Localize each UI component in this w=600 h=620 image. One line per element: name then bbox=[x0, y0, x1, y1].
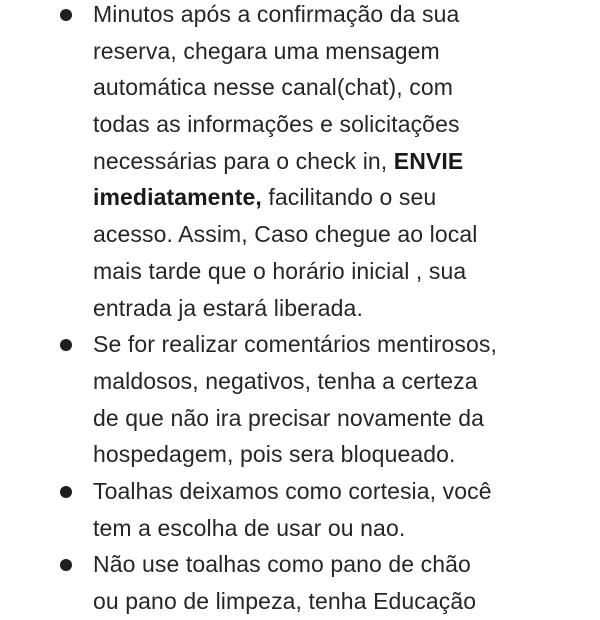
text-line: de que não ira precisar novamente da bbox=[93, 404, 485, 431]
text-bold-envie: ENVIE bbox=[393, 147, 464, 174]
text-line: ou pano de limpeza, tenha Educação bbox=[93, 588, 477, 614]
text-line: Não use toalhas como pano de chão bbox=[93, 551, 471, 578]
bullet-item-towels-usage bbox=[0, 546, 600, 619]
bullet-dot-icon bbox=[60, 9, 72, 21]
text-line: reserva, chegara uma mensagem bbox=[93, 37, 440, 64]
text-line: automática nesse canal(chat), com bbox=[93, 74, 453, 101]
bullet-item-towels-courtesy bbox=[0, 473, 600, 546]
text-line: hospedagem, pois sera bloqueado. bbox=[93, 441, 456, 468]
text-line: tem a escolha de usar ou nao. bbox=[93, 514, 406, 541]
text-line: maldosos, negativos, tenha a certeza bbox=[93, 367, 478, 394]
bullet-dot-icon bbox=[60, 339, 72, 351]
text-line: Se for realizar comentários mentirosos, bbox=[93, 331, 497, 358]
text-line bbox=[93, 179, 570, 216]
text-line: mais tarde que o horário inicial , sua bbox=[93, 257, 467, 284]
text-normal: necessárias para o check in, bbox=[93, 147, 394, 174]
text-line: acesso. Assim, Caso chegue ao local bbox=[93, 221, 478, 248]
text-normal: facilitando o seu bbox=[261, 184, 437, 211]
text-line: Toalhas deixamos como cortesia, você bbox=[93, 477, 492, 504]
text-line bbox=[93, 143, 570, 180]
text-line: Minutos após a confirmação da sua bbox=[93, 1, 460, 27]
bullet-item-comments bbox=[0, 326, 600, 473]
text-line: entrada ja estará liberada. bbox=[93, 294, 363, 321]
text-bold-imediatamente: imediatamente, bbox=[93, 184, 262, 211]
text-line: todas as informações e solicitações bbox=[93, 111, 460, 138]
bullet-dot-icon bbox=[60, 559, 72, 571]
bullet-dot-icon bbox=[60, 486, 72, 498]
